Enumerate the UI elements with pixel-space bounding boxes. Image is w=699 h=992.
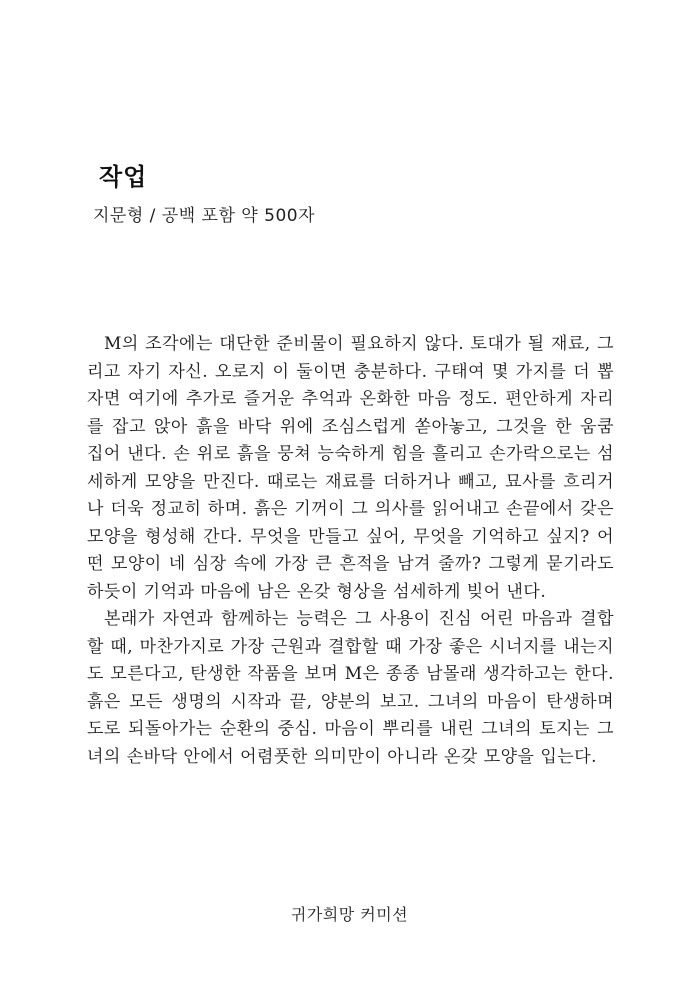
body-paragraph-2: 본래가 자연과 함께하는 능력은 그 사용이 진심 어린 마음과 결합할 때, 마찬가지로 가장 근원과 결합할 때 가장 좋은 시너지를 내는지도 모른다고, 탄생한 작품을 보며 M은 종종 남몰래 생각하고는 한다. 흙은 모든 생명의 시작과 끝, 양분의 보고. 그녀의 마음이 탄생하며 도로 되돌아가는 순환의 중심. 마음이 뿌리를 내린 그녀의 토지는 그녀의 손바닥 안에서 어렴풋한 의미만이 아니라 온갖 모양을 입는다. xyxy=(87,609,614,767)
document-body xyxy=(87,331,614,771)
page-subtitle: 지문형 / 공백 포함 약 500자 xyxy=(93,206,315,227)
document-footer xyxy=(0,902,699,925)
body-paragraph-1: M의 조각에는 대단한 준비물이 필요하지 않다. 토대가 될 재료, 그리고 자기 자신. 오로지 이 둘이면 충분하다. 구태여 몇 가지를 더 뽑자면 여기에 추가로 즐거운 추억과 온화한 마음 정도. 편안하게 자리를 잡고 앉아 흙을 바닥 위에 조심스럽게 쏟아놓고, 그것을 한 움쿰 집어 낸다. 손 위로 흙을 뭉쳐 능숙하게 힘을 흘리고 손가락으로는 섬세하게 모양을 만진다. 때로는 재료를 더하거나 빼고, 묘사를 흐리거나 더욱 정교히 하며. 흙은 기꺼이 그 의사를 읽어내고 손끝에서 갖은 모양을 형성해 간다. 무엇을 만들고 싶어, 무엇을 기억하고 싶지? 어떤 모양이 네 심장 속에 가장 큰 흔적을 남겨 줄까? 그렇게 묻기라도 하듯이 기억과 마음에 남은 온갖 형상을 섬세하게 빚어 낸다. xyxy=(87,334,614,602)
footer-credit: 귀가희망 커미션 xyxy=(290,905,409,924)
page-title: 작업 xyxy=(99,163,148,191)
document-header xyxy=(93,163,612,227)
